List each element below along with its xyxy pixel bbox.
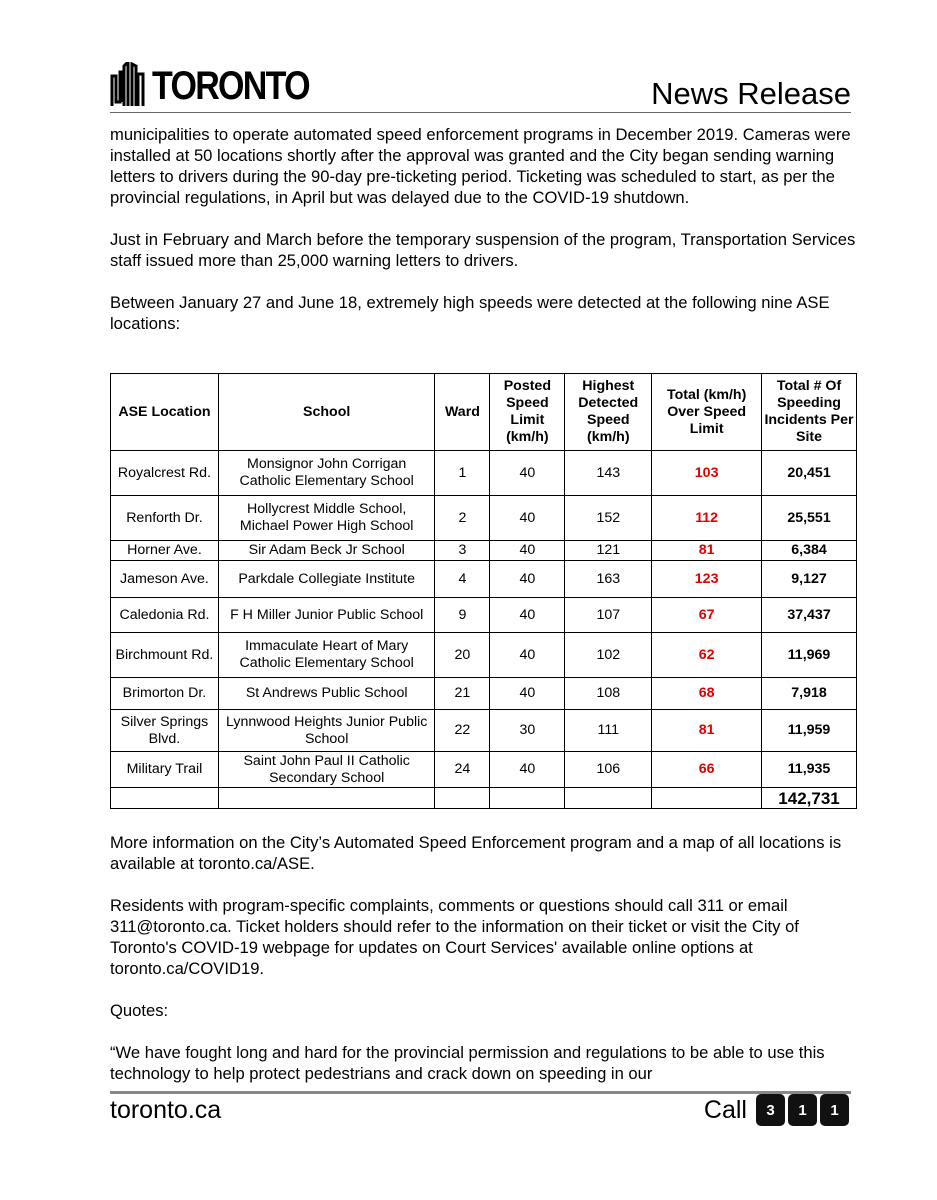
table-cell: 4 xyxy=(435,561,490,598)
table-cell xyxy=(218,788,435,809)
table-row xyxy=(111,752,857,788)
table-cell: 20,451 xyxy=(762,451,857,496)
grand-total: 142,731 xyxy=(762,788,857,809)
table-row xyxy=(111,678,857,710)
total-row xyxy=(111,788,857,809)
table-cell: 81 xyxy=(652,710,762,752)
table-cell: 40 xyxy=(490,678,565,710)
paragraph: “We have fought long and hard for the provincial permission and regulations to be able to use this technology to help protect pedestrians and crack down on speeding in our xyxy=(110,1043,825,1083)
table-cell: 40 xyxy=(490,598,565,633)
table-cell: 102 xyxy=(565,633,652,678)
column-header: School xyxy=(218,374,435,451)
table-cell: 40 xyxy=(490,451,565,496)
paragraph: Quotes: xyxy=(110,1001,169,1020)
table-cell xyxy=(490,788,565,809)
table-cell: 67 xyxy=(652,598,762,633)
table-cell: 7,918 xyxy=(762,678,857,710)
table-cell xyxy=(652,788,762,809)
table-row xyxy=(111,541,857,561)
table-row xyxy=(111,451,857,496)
column-header: Highest Detected Speed (km/h) xyxy=(565,374,652,451)
table-cell: 68 xyxy=(652,678,762,710)
digit: 1 xyxy=(820,1094,849,1126)
table-cell: 1 xyxy=(435,451,490,496)
table-cell: F H Miller Junior Public School xyxy=(218,598,435,633)
table-cell: Horner Ave. xyxy=(111,541,219,561)
table-cell: 20 xyxy=(435,633,490,678)
table-cell: 121 xyxy=(565,541,652,561)
table-cell: 40 xyxy=(490,752,565,788)
table-cell: 9,127 xyxy=(762,561,857,598)
city-hall-icon xyxy=(110,62,146,106)
table-cell: 37,437 xyxy=(762,598,857,633)
table-row xyxy=(111,496,857,541)
toronto-logo xyxy=(110,62,337,106)
logo-wordmark: TORONTO xyxy=(152,64,309,108)
paragraph: Between January 27 and June 18, extremely high speeds were detected at the following nine ASE locations: xyxy=(110,293,830,333)
table-row xyxy=(111,633,857,678)
footer-site: toronto.ca xyxy=(110,1096,222,1124)
paragraph: municipalities to operate automated speed enforcement programs in December 2019. Cameras were installed at 50 locations shortly after the approval was granted and the City began sending warning letters to drivers during the 90-day pre-ticketing period. Ticketing was scheduled to start, as per the provincial regulations, in April but was delayed due to the COVID-19 shutdown. xyxy=(110,125,851,207)
table-cell: 22 xyxy=(435,710,490,752)
table-cell: Renforth Dr. xyxy=(111,496,219,541)
table-cell: 40 xyxy=(490,496,565,541)
table-cell: Lynnwood Heights Junior Public School xyxy=(218,710,435,752)
table-cell: 107 xyxy=(565,598,652,633)
table-cell: 81 xyxy=(652,541,762,561)
table-cell: 11,935 xyxy=(762,752,857,788)
body-top xyxy=(110,124,860,355)
table-cell: 9 xyxy=(435,598,490,633)
table-cell: Caledonia Rd. xyxy=(111,598,219,633)
table-cell: Parkdale Collegiate Institute xyxy=(218,561,435,598)
digit: 1 xyxy=(788,1094,817,1126)
table-cell: 40 xyxy=(490,561,565,598)
table-cell: 143 xyxy=(565,451,652,496)
table-cell: 3 xyxy=(435,541,490,561)
digit: 3 xyxy=(756,1094,785,1126)
table-cell: 2 xyxy=(435,496,490,541)
table-cell: 163 xyxy=(565,561,652,598)
table-row xyxy=(111,561,857,598)
table-cell: Military Trail xyxy=(111,752,219,788)
body-bottom xyxy=(110,832,860,1105)
table-cell: Birchmount Rd. xyxy=(111,633,219,678)
table-cell: Jameson Ave. xyxy=(111,561,219,598)
table-cell: 106 xyxy=(565,752,652,788)
table-cell: 66 xyxy=(652,752,762,788)
table-cell: Hollycrest Middle School, Michael Power High School xyxy=(218,496,435,541)
table-cell: Saint John Paul II Catholic Secondary School xyxy=(218,752,435,788)
paragraph: Residents with program-specific complaints, comments or questions should call 311 or email 311@toronto.ca. Ticket holders should refer to the information on their ticket or visit the City of Toronto's COVID-19 webpage for updates on Court Services' available online options at toronto.ca/COVID19. xyxy=(110,896,799,978)
table-row xyxy=(111,710,857,752)
table-cell: 40 xyxy=(490,541,565,561)
ase-locations-table xyxy=(110,373,857,809)
table-cell: Brimorton Dr. xyxy=(111,678,219,710)
column-header: ASE Location xyxy=(111,374,219,451)
table-cell: Silver Springs Blvd. xyxy=(111,710,219,752)
paragraph: More information on the City’s Automated Speed Enforcement program and a map of all locations is available at toronto.ca/ASE. xyxy=(110,833,842,873)
table-cell: Immaculate Heart of Mary Catholic Elementary School xyxy=(218,633,435,678)
table-cell: 111 xyxy=(565,710,652,752)
table-cell: Monsignor John Corrigan Catholic Elementary School xyxy=(218,451,435,496)
table-cell: 40 xyxy=(490,633,565,678)
column-header: Total # Of Speeding Incidents Per Site xyxy=(762,374,857,451)
column-header: Posted Speed Limit (km/h) xyxy=(490,374,565,451)
table-cell: 108 xyxy=(565,678,652,710)
table-cell: 62 xyxy=(652,633,762,678)
column-header: Total (km/h) Over Speed Limit xyxy=(652,374,762,451)
table-cell: 123 xyxy=(652,561,762,598)
table-cell: 6,384 xyxy=(762,541,857,561)
paragraph: Just in February and March before the temporary suspension of the program, Transportation Services staff issued more than 25,000 warning letters to drivers. xyxy=(110,230,856,270)
column-header: Ward xyxy=(435,374,490,451)
table-cell: 152 xyxy=(565,496,652,541)
table-row xyxy=(111,598,857,633)
call-label: Call xyxy=(703,1095,747,1124)
table-cell: 103 xyxy=(652,451,762,496)
table-cell: St Andrews Public School xyxy=(218,678,435,710)
page-title: News Release xyxy=(651,76,851,111)
table-cell: 11,969 xyxy=(762,633,857,678)
table-cell: 24 xyxy=(435,752,490,788)
table-cell: 25,551 xyxy=(762,496,857,541)
call-311 xyxy=(704,1094,849,1126)
table-cell: Sir Adam Beck Jr School xyxy=(218,541,435,561)
divider xyxy=(110,112,851,113)
table-cell: 30 xyxy=(490,710,565,752)
table-cell: 112 xyxy=(652,496,762,541)
table-cell xyxy=(435,788,490,809)
table-cell: 11,959 xyxy=(762,710,857,752)
table-cell xyxy=(565,788,652,809)
table-cell xyxy=(111,788,219,809)
table-cell: 21 xyxy=(435,678,490,710)
table-cell: Royalcrest Rd. xyxy=(111,451,219,496)
